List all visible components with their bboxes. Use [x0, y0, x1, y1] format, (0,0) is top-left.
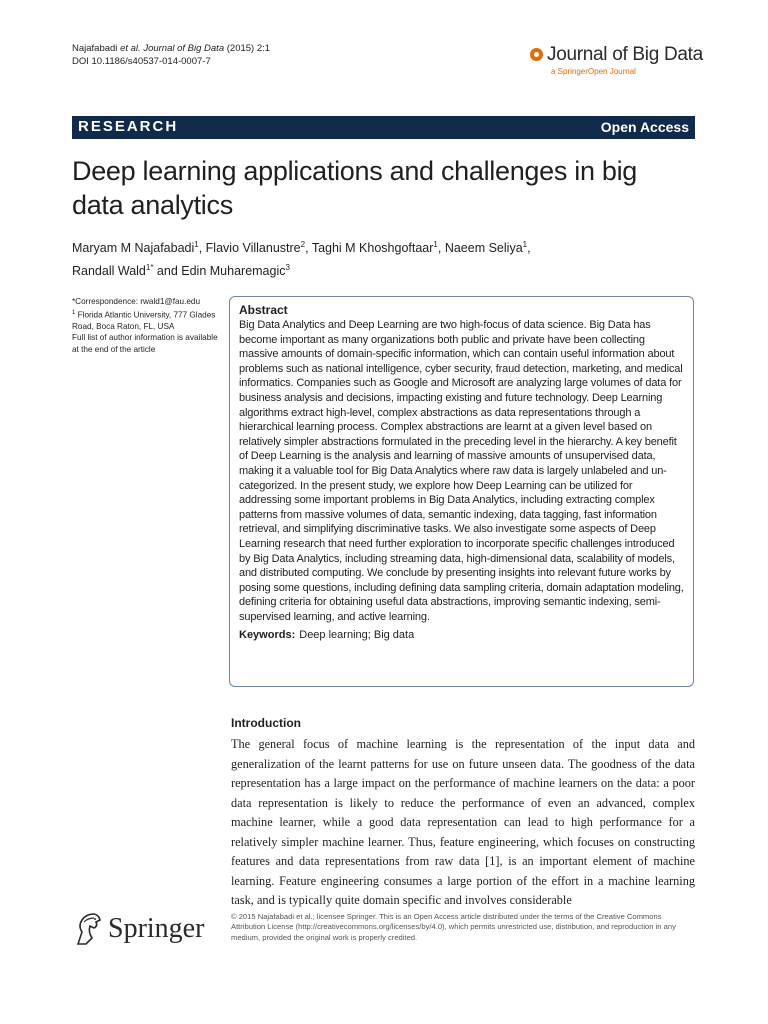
author-name[interactable]: Edin Muharemagic [181, 264, 286, 279]
author-name[interactable]: Maryam M Najafabadi [72, 241, 195, 256]
springer-logo [72, 908, 222, 948]
citation-volume: (2015) 2:1 [226, 43, 271, 54]
open-access-label: Open Access [600, 119, 689, 135]
section-heading-introduction: Introduction [231, 716, 301, 730]
article-type: RESEARCH [78, 118, 179, 135]
citation-journal: Journal of Big Data [143, 43, 225, 54]
journal-logo[interactable] [530, 44, 703, 76]
springer-wordmark: Springer [108, 913, 205, 944]
article-type-banner [72, 116, 695, 139]
citation-line [72, 42, 270, 55]
introduction-paragraph: The general focus of machine learning is the representation of the input data and generalization of the learnt patterns for use on future unseen data. The goodness of the data representation has a large impact on the performance of machine learners on the data: a poor data representation is likely to reduce the performance of even an advanced, complex machine learner, while a good data representation can lead to high performance for a relatively simpler machine learner. Thus, feature engineering, which focuses on constructing features and data representations from raw data [1], is an important element of machine learning. Feature engineering consumes a large portion of the effort in a machine learning task, and is typically quite domain specific and involves considerable [231, 737, 695, 907]
journal-logo-icon [530, 48, 543, 61]
author-affiliation-marker: 2 [300, 240, 306, 249]
keywords [239, 628, 685, 642]
journal-name: Journal of Big Data [530, 44, 700, 66]
citation-etal: et al. [120, 43, 141, 54]
author-info-note: Full list of author information is available at the end of the article [72, 333, 218, 354]
author-name[interactable]: Randall Wald [72, 264, 146, 279]
affiliation: $^1$ Florida Atlantic University, 777 Glades Road, Boca Raton, FL, USA [72, 309, 216, 331]
correspondence-email[interactable]: *Correspondence: rwald1@fau.edu [72, 297, 201, 306]
author-affiliation-marker: 3 [285, 263, 290, 273]
springer-horse-icon [72, 910, 104, 946]
keywords-label: Keywords: [239, 629, 296, 642]
author-list: Maryam M Najafabadi$^1$, Flavio Villanustre$^2$, Taghi M Khoshgoftaar$^1$, Naeem Seliya$^1$, Randall Wald$^{1*}$ and Edin Muharemagic$^3$ [72, 240, 531, 279]
author-affiliation-marker: 1 [522, 240, 528, 249]
article-title: Deep learning applications and challenges in big data analytics [72, 156, 638, 220]
author-name[interactable]: Flavio Villanustre [205, 241, 301, 256]
license-notice: © 2015 Najafabadi et al.; licensee Springer. This is an Open Access article distributed under the terms of the Creative Commons Attribution License (http://creativecommons.org/licenses/by/4.0), which permits unrestricted use, distribution, and reproduction in any medium, provided the original work is properly credited. [231, 912, 676, 942]
doi[interactable]: DOI 10.1186/s40537-014-0007-7 [72, 56, 211, 67]
author-affiliation-marker: 1 [194, 240, 199, 249]
keywords-value: Deep learning; Big data [299, 629, 415, 642]
abstract-heading: Abstract [239, 303, 288, 317]
author-name[interactable]: Taghi M Khoshgoftaar [311, 241, 434, 256]
citation-header [72, 42, 270, 68]
author-affiliation-marker: 1 [433, 240, 438, 249]
journal-subtitle: a SpringerOpen Journal [551, 67, 636, 76]
abstract-text: Big Data Analytics and Deep Learning are two high-focus of data science. Big Data has become important as many organizations both public and private have been collecting massive amounts of domain-specific information, which can contain useful information about problems such as national intelligence, cyber security, fraud detection, marketing, and medical informatics. Companies such as Google and Microsoft are analyzing large volumes of data for business analysis and decisions, impacting existing and future technology. Deep Learning algorithms extract high-level, complex abstractions as data representations through a hierarchical learning process. Complex abstractions are learnt at a given level based on relatively simpler abstractions formulated in the preceding level in the hierarchy. A key benefit of Deep Learning is the analysis and learning of massive amounts of unsupervised data, making it a valuable tool for Big Data Analytics where raw data is largely unlabeled and un-categorized. In the present study, we explore how Deep Learning can be utilized for addressing some important problems in Big Data Analytics, including extracting complex patterns from massive volumes of data, semantic indexing, data tagging, fast information retrieval, and simplifying discriminative tasks. We also investigate some aspects of Deep Learning research that need further exploration to incorporate specific challenges introduced by Big Data Analytics, including streaming data, high-dimensional data, scalability of models, and distributed computing. We conclude by presenting insights into relevant future works by posing some questions, including defining data sampling criteria, domain adaptation modeling, defining criteria for obtaining useful data abstractions, improving semantic indexing, semi-supervised learning, and active learning. [239, 319, 684, 623]
author-affiliation-marker: 1* [145, 263, 154, 273]
abstract-box [229, 296, 694, 687]
correspondence-note [72, 296, 222, 355]
citation-authors: Najafabadi [72, 43, 118, 54]
author-name[interactable]: Naeem Seliya [444, 241, 523, 256]
